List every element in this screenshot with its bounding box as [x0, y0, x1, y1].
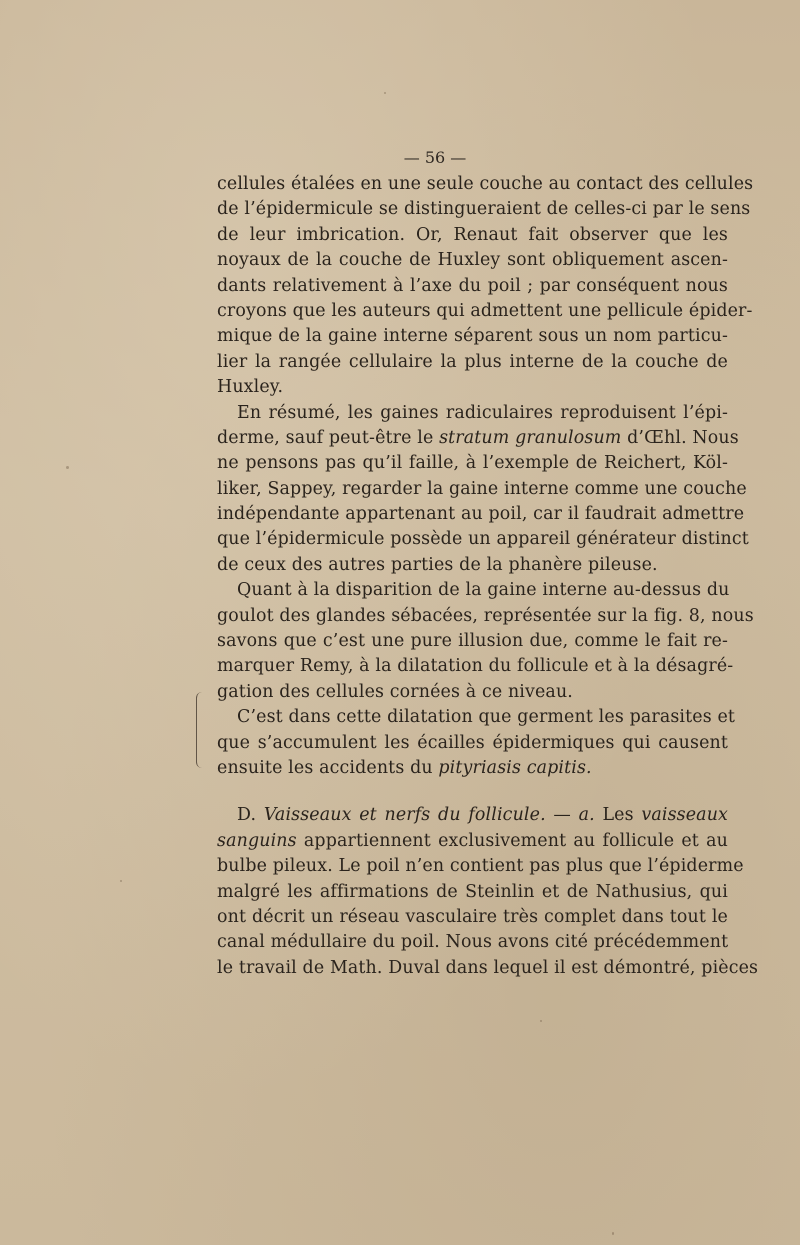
text-line: marquer Remy, à la dilatation du follicule et à la désagré-	[217, 656, 734, 677]
text-line: gation des cellules cornées à ce niveau.	[217, 681, 573, 702]
section-gap	[217, 781, 728, 803]
text-line: goulot des glandes sébacées, représentée sur la fig. 8, nous	[217, 605, 754, 626]
text-line: canal médullaire du poil. Nous avons cité précédemment	[217, 932, 729, 953]
body-text	[217, 172, 759, 981]
text-line: savons que c’est une pure illusion due, comme le fait re-	[217, 631, 728, 652]
paragraph	[217, 705, 736, 781]
text-line: de leur imbrication. Or, Renaut fait observer que les	[217, 224, 728, 245]
italic-phrase: sanguins	[217, 830, 297, 851]
text-line: derme, sauf peut-être le stratum granulosum d’Œhl. Nous	[217, 427, 739, 448]
text-line: C’est dans cette dilatation que germent les parasites et	[237, 707, 736, 728]
text-line: dants relativement à l’axe du poil ; par conséquent nous	[217, 275, 728, 296]
paragraph	[217, 578, 754, 705]
text-line: mique de la gaine interne séparent sous un nom particu-	[217, 326, 728, 347]
section-paragraph	[217, 803, 759, 981]
paper-speck	[66, 466, 69, 469]
text-line: ne pensons pas qu’il faille, à l’exemple de Reichert, Köl-	[217, 453, 728, 474]
text-line: de ceux des autres parties de la phanère pileuse.	[217, 554, 658, 575]
text-line: sanguins appartiennent exclusivement au follicule et au	[217, 830, 728, 851]
text-line: le travail de Math. Duval dans lequel il est démontré, pièces	[217, 957, 759, 978]
text-line: ont décrit un réseau vasculaire très complet dans tout le	[217, 906, 728, 927]
italic-phrase: stratum granulosum	[439, 427, 622, 448]
margin-bracket-mark	[196, 692, 207, 768]
paper-speck	[120, 880, 122, 882]
text-line: lier la rangée cellulaire la plus interne de la couche de	[217, 351, 728, 372]
paper-speck	[540, 1020, 542, 1022]
text-line: liker, Sappey, regarder la gaine interne comme une couche	[217, 478, 747, 499]
text-line: ensuite les accidents du pityriasis capitis.	[217, 757, 592, 778]
paper-speck	[384, 92, 386, 94]
text-line: que s’accumulent les écailles épidermiques qui causent	[217, 732, 728, 753]
text-line: Quant à la disparition de la gaine interne au-dessus du	[237, 580, 730, 601]
paper-speck	[612, 1232, 614, 1235]
italic-phrase: pityriasis capitis.	[438, 757, 592, 778]
text-line: de l’épidermicule se distingueraient de celles-ci par le sens	[217, 199, 751, 220]
section-heading-line: D. Vaisseaux et nerfs du follicule. — a. Les vaisseaux	[237, 805, 728, 826]
italic-phrase: a.	[578, 805, 595, 826]
page-number: — 56 —	[403, 148, 467, 167]
paragraph	[217, 401, 749, 579]
text-line: cellules étalées en une seule couche au contact des cellules	[217, 174, 754, 194]
text-line: noyaux de la couche de Huxley sont obliquement ascen-	[217, 250, 728, 271]
paragraph	[217, 172, 754, 401]
italic-phrase: Vaisseaux et nerfs du follicule.	[263, 805, 546, 826]
text-line: que l’épidermicule possède un appareil générateur distinct	[217, 529, 749, 550]
text-line: En résumé, les gaines radiculaires reproduisent l’épi-	[237, 402, 728, 423]
text-line: Huxley.	[217, 377, 284, 398]
text-line: croyons que les auteurs qui admettent une pellicule épider-	[217, 300, 753, 321]
text-line: indépendante appartenant au poil, car il faudrait admettre	[217, 504, 745, 525]
text-line: malgré les affirmations de Steinlin et de Nathusius, qui	[217, 881, 728, 902]
text-line: bulbe pileux. Le poil n’en contient pas plus que l’épiderme	[217, 856, 744, 877]
italic-phrase: vaisseaux	[641, 805, 728, 826]
